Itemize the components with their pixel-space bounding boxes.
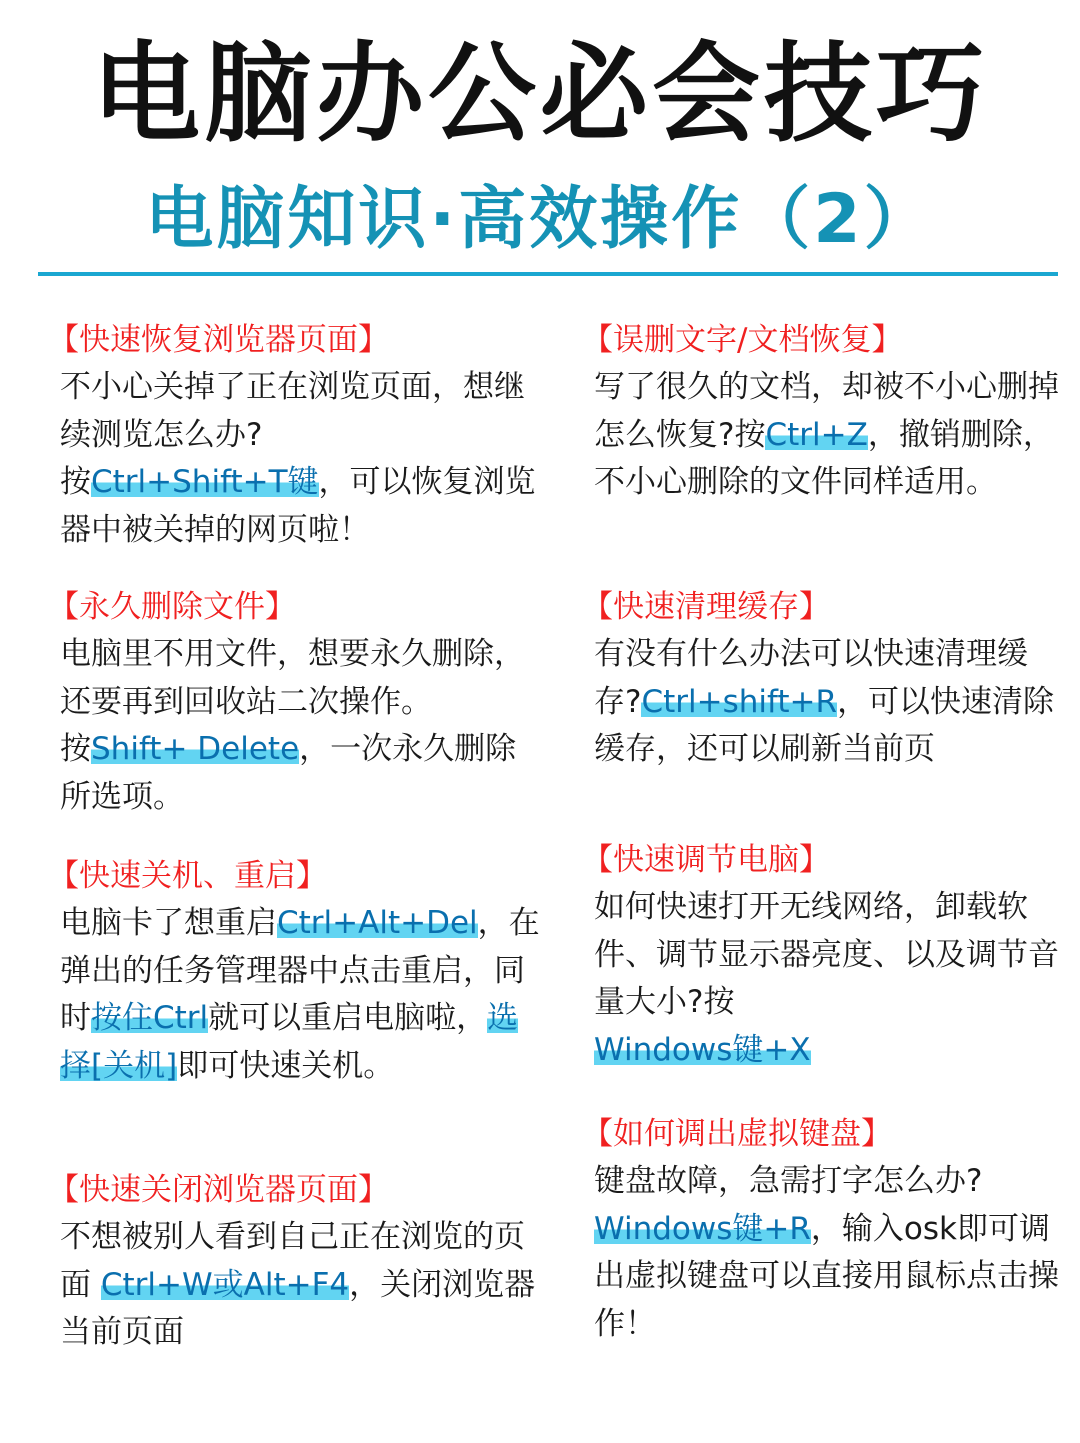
- tip-virtual-keyboard: [582, 1110, 1064, 1348]
- page-title: 电脑办公必会技巧: [91, 32, 988, 157]
- tip-text: 不想被别人看到自己正在浏览的页面: [60, 1219, 525, 1303]
- tip-restore-browser: [48, 316, 540, 554]
- tip-text: 按: [60, 464, 91, 500]
- shortcut-highlight: 按住Ctrl: [91, 1000, 209, 1036]
- tip-body: [60, 631, 540, 821]
- tip-close-browser: [48, 1166, 540, 1357]
- tip-heading: 【如何调出虚拟键盘】: [582, 1116, 892, 1152]
- tip-text: 不小心关掉了正在浏览页面，想继续测览怎么办?: [60, 369, 525, 453]
- tip-text: 写了很久的文档，却被不小心删掉怎么恢复?按: [594, 369, 1059, 453]
- shortcut-highlight: Ctrl+Z: [765, 416, 868, 453]
- tip-text: 键盘故障，急需打字怎么办?: [594, 1163, 983, 1199]
- tip-text: ，可以快速清除缓存，还可以刷新当前页: [594, 683, 1055, 767]
- tip-heading: 【误删文字/文档恢复】: [582, 322, 903, 358]
- tip-body: [594, 1158, 1064, 1348]
- tip-text: 就可以重启电脑啦，: [208, 1000, 488, 1036]
- tip-body: [594, 631, 1064, 774]
- shortcut-highlight: 选择[关机]: [60, 1000, 519, 1084]
- shortcut-highlight: Ctrl+Shift+T键: [91, 464, 319, 500]
- tip-text: ，在弹出的任务管理器中点击重启，同时: [60, 905, 540, 1036]
- tip-heading: 【快速调节电脑】: [582, 842, 830, 878]
- tip-heading: 【快速关闭浏览器页面】: [48, 1172, 389, 1208]
- shortcut-highlight: Ctrl+shift+R: [641, 683, 838, 720]
- tip-text: 电脑里不用文件，想要永久删除，还要再到回收站二次操作。: [60, 636, 525, 720]
- tip-quick-settings: [582, 836, 1064, 1074]
- shortcut-highlight: Windows键+X: [594, 1031, 811, 1068]
- tip-body: [594, 364, 1064, 507]
- tip-body: [60, 364, 540, 554]
- tip-text: ，可以恢复浏览器中被关掉的网页啦！: [60, 464, 536, 548]
- tip-shutdown-restart: [48, 852, 540, 1090]
- shortcut-highlight: Ctrl+W或Alt+F4: [100, 1266, 350, 1303]
- tip-heading: 【永久删除文件】: [48, 589, 296, 625]
- tip-text: ，一次永久删除所选项。: [60, 731, 517, 815]
- tip-text: 即可快速关机。: [177, 1047, 395, 1084]
- tip-body: [60, 1214, 540, 1357]
- tip-heading: 【快速清理缓存】: [582, 589, 830, 625]
- tip-body: [594, 884, 1064, 1074]
- tip-text: 有没有什么办法可以快速清理缓存?: [594, 636, 1028, 720]
- tip-text: 电脑卡了想重启: [60, 905, 277, 941]
- tip-text: 按: [60, 731, 91, 767]
- shortcut-highlight: Ctrl+Alt+Del: [277, 905, 478, 941]
- page-subtitle: 电脑知识·高效操作（2）: [145, 180, 935, 259]
- header-divider: [38, 272, 1058, 276]
- tip-text: ，关闭浏览器当前页面: [60, 1266, 536, 1350]
- tip-body: [60, 900, 540, 1090]
- tip-text: ，输入osk即可调出虚拟键盘可以直接用鼠标点击操作！: [594, 1210, 1059, 1342]
- shortcut-highlight: Windows键+R: [594, 1210, 811, 1247]
- tip-text: ，撤销删除，不小心删除的文件同样适用。: [594, 416, 1054, 500]
- tip-text: 如何快速打开无线网络，卸载软件、调节显示器亮度、以及调节音量大小?按: [594, 889, 1059, 1020]
- tip-permanent-delete: [48, 583, 540, 821]
- tip-undo-delete: [582, 316, 1064, 507]
- tip-heading: 【快速恢复浏览器页面】: [48, 322, 389, 358]
- tip-clear-cache: [582, 583, 1064, 774]
- tip-heading: 【快速关机、重启】: [48, 858, 327, 894]
- shortcut-highlight: Shift+ Delete: [91, 731, 300, 767]
